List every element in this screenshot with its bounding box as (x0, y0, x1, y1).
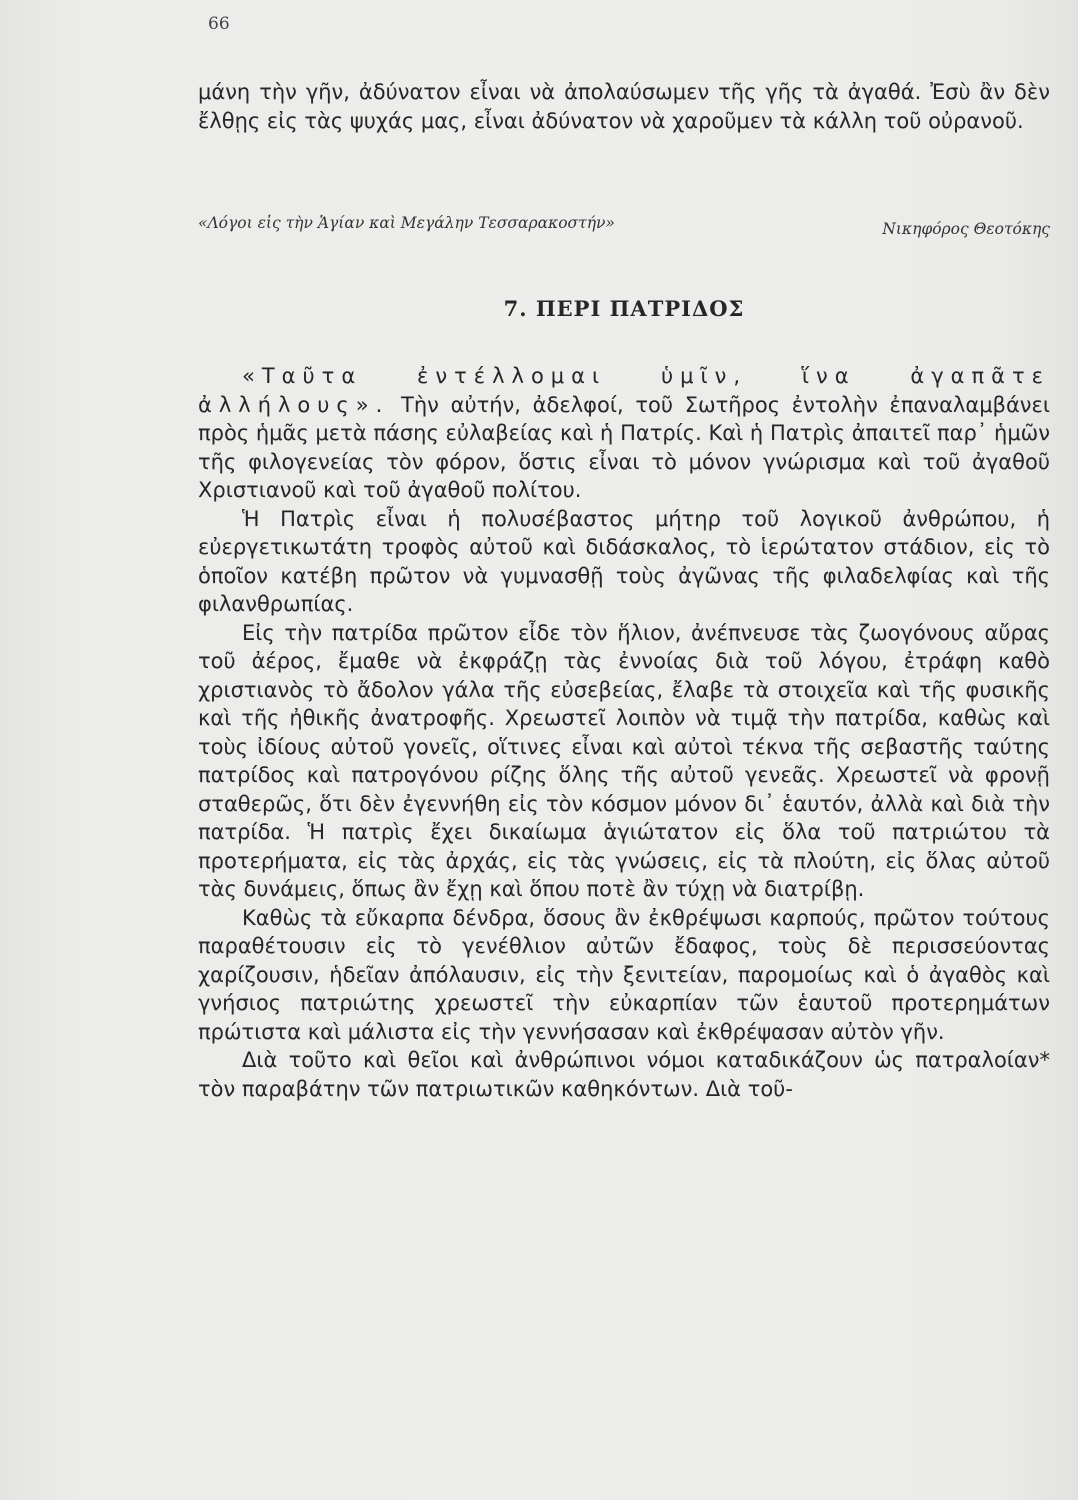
paragraph-5: Διὰ τοῦτο καὶ θεῖοι καὶ ἀνθρώπινοι νόμοι καταδικάζουν ὡς πατραλοίαν* τὸν παραβάτην τῶν πατριωτικῶν καθηκόντων. Διὰ τοῦ- (198, 1048, 1050, 1101)
paragraph-3: Εἰς τὴν πατρίδα πρῶτον εἶδε τὸν ἥλιον, ἀνέπνευσε τὰς ζωογόνους αὔρας τοῦ ἀέρος, ἔμαθε νὰ ἐκφράζῃ τὰς ἐννοίας διὰ τοῦ λόγου, ἐτράφη καθὸ χριστιανὸς τὸ ἄδολον γάλα τῆς εὐσεβείας, ἔλαβε τὰ στοιχεῖα καὶ τῆς φυσικῆς καὶ τῆς ἠθικῆς ἀνατροφῆς. Χρεωστεῖ λοιπὸν νὰ τιμᾷ τὴν πατρίδα, καθὼς καὶ τοὺς ἰδίους αὐτοῦ γονεῖς, οἵτινες εἶναι καὶ αὐτοὶ τέκνα τῆς σεβαστῆς ταύτης πατρίδος καὶ πατρογόνου ρίζης ὅλης τῆς αὐτοῦ γενεᾶς. Χρεωστεῖ νὰ φρονῇ σταθερῶς, ὅτι δὲν ἐγεννήθη εἰς τὸν κόσμον μόνον δι᾽ ἑαυτόν, ἀλλὰ καὶ διὰ τὴν πατρίδα. Ἡ πατρὶς ἔχει δικαίωμα ἁγιώτατον εἰς ὅλα τοῦ πατριώτου τὰ προτερήματα, εἰς τὰς ἀρχάς, εἰς τὰς γνώσεις, εἰς τὰ πλούτη, εἰς ὅλας αὐτοῦ τὰς δυνάμεις, ὅπως ἂν ἔχῃ καὶ ὅπου ποτὲ ἂν τύχῃ νὰ διατρίβῃ. (198, 620, 1050, 901)
paragraph-1-text: Τὴν αὐτήν, ἀδελφοί, τοῦ Σωτῆρος ἐντολὴν ἐπαναλαμβάνει πρὸς ἡμᾶς μετὰ πάσης εὐλαβείας καὶ ἡ Πατρίς. Καὶ ἡ Πατρὶς ἀπαιτεῖ παρ᾽ ἡμῶν τῆς φιλογενείας τὸν φόρον, ὅστις εἶναι τὸ μόνον γνώρισμα καὶ τοῦ ἀγαθοῦ Χριστιανοῦ καὶ τοῦ ἀγαθοῦ πολίτου. (198, 392, 1050, 502)
page-number: 66 (208, 14, 230, 34)
scripture-quote: «Ταῦτα ἐντέλλομαι ὑμῖν, ἵνα ἀγαπᾶτε ἀλλήλους». (198, 364, 1050, 417)
paragraph-2: Ἡ Πατρὶς εἶναι ἡ πολυσέβαστος μήτηρ τοῦ λογικοῦ ἀνθρώπου, ἡ εὐεργετικωτάτη τροφὸς αὐτοῦ καὶ διδάσκαλος, τὸ ἱερώτατον στάδιον, εἰς τὸ ὁποῖον κατέβη πρῶτον νὰ γυμνασθῇ τοὺς ἀγῶνας τῆς φιλαδελφίας καὶ τῆς φιλανθρωπίας. (198, 506, 1050, 616)
section-body (198, 362, 1050, 1103)
section-heading: 7. ΠΕΡΙ ΠΑΤΡΙΔΟΣ (503, 296, 745, 321)
citation-author: Νικηφόρος Θεοτόκης (882, 220, 1050, 238)
citation-source: «Λόγοι εἰς τὴν Ἁγίαν καὶ Μεγάλην Τεσσαρακοστήν» (198, 214, 615, 232)
paragraph-4: Καθὼς τὰ εὔκαρπα δένδρα, ὅσους ἂν ἐκθρέψωσι καρπούς, πρῶτον τούτους παραθέτουσιν εἰς τὸ γενέθλιον αὐτῶν ἔδαφος, τοὺς δὲ περισσεύοντας χαρίζουσιν, ἡδεῖαν ἀπόλαυσιν, εἰς τὴν ξενιτείαν, παρομοίως καὶ ὁ ἀγαθὸς καὶ γνήσιος πατριώτης χρεωστεῖ τὴν εὐκαρπίαν τῶν ἑαυτοῦ προτερημάτων πρώτιστα καὶ μάλιστα εἰς τὴν γεννήσασαν καὶ ἐκθρέψασαν αὐτὸν γῆν. (198, 905, 1050, 1044)
intro-paragraph: μάνη τὴν γῆν, ἀδύνατον εἶναι νὰ ἀπολαύσωμεν τῆς γῆς τὰ ἀγαθά. Ἐσὺ ἂν δὲν ἔλθῃς εἰς τὰς ψυχάς μας, εἶναι ἀδύνατον νὰ χαροῦμεν τὰ κάλλη τοῦ οὐρανοῦ. (198, 80, 1050, 133)
citation (198, 206, 1050, 236)
paragraph-1 (198, 362, 1050, 505)
